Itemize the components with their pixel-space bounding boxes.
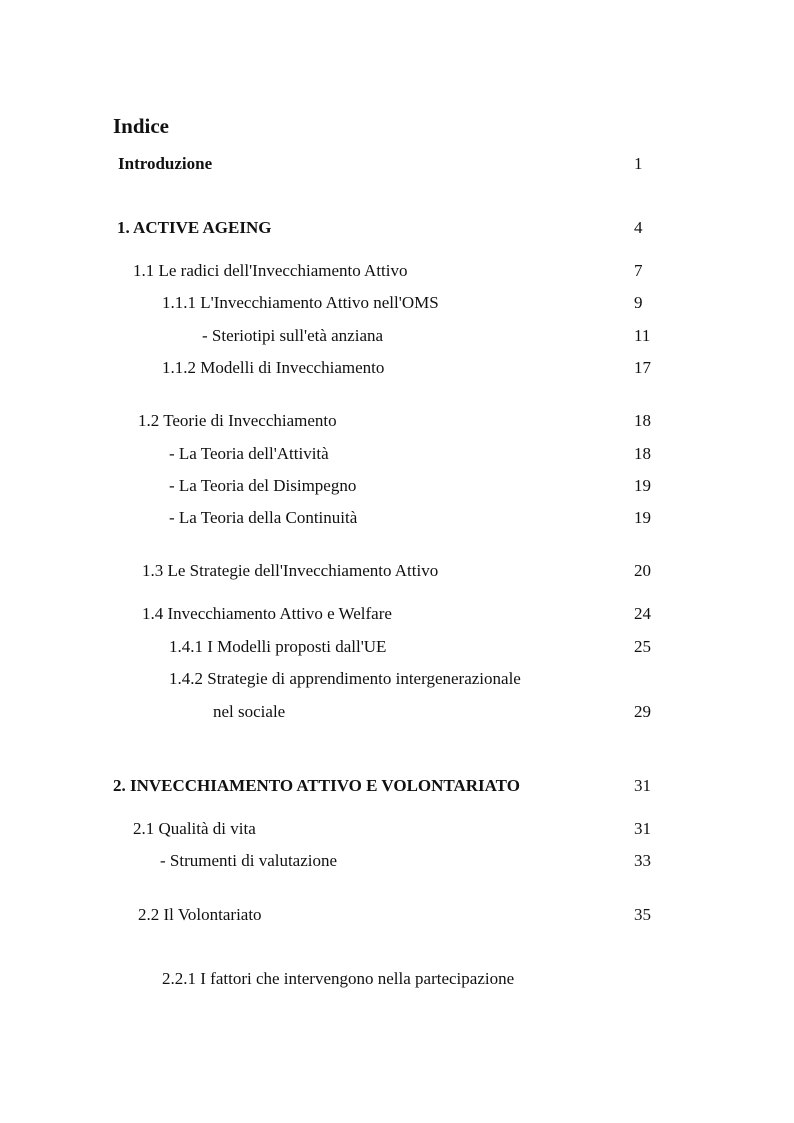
toc-entry-1-2 [0, 409, 794, 433]
toc-entry-label: 1.2 Teorie di Invecchiamento [138, 411, 337, 430]
toc-entry-page: 24 [634, 604, 651, 623]
toc-entry-label: 2. INVECCHIAMENTO ATTIVO E VOLONTARIATO [113, 776, 520, 795]
toc-entry-strumenti [0, 849, 794, 873]
toc-entry-1-4-2 [0, 667, 794, 691]
toc-entry-label: 1.1.2 Modelli di Invecchiamento [162, 358, 385, 377]
toc-entry-page: 9 [634, 293, 643, 312]
toc-entry-label: 1.4 Invecchiamento Attivo e Welfare [142, 604, 392, 623]
toc-entry-introduzione [0, 152, 794, 176]
toc-entry-label: 2.2 Il Volontariato [138, 905, 262, 924]
toc-entry-page: 29 [634, 702, 651, 721]
toc-entry-label: nel sociale [213, 702, 286, 721]
toc-entry-label: - La Teoria del Disimpegno [169, 476, 357, 495]
toc-entry-label: 1.1 Le radici dell'Invecchiamento Attivo [133, 261, 408, 280]
page-title: Indice [113, 114, 170, 138]
toc-entry-label: 1. ACTIVE AGEING [117, 218, 272, 237]
toc-entry-label: - La Teoria della Continuità [169, 508, 358, 527]
toc-entry-page: 33 [634, 851, 651, 870]
toc-entry-label: 2.1 Qualità di vita [133, 819, 256, 838]
toc-entry-page: 1 [634, 154, 643, 173]
toc-entry-2-2-1 [0, 967, 794, 991]
toc-entry-label: 1.1.1 L'Invecchiamento Attivo nell'OMS [162, 293, 439, 312]
toc-entry-page: 19 [634, 476, 651, 495]
toc-entry-label: - Strumenti di valutazione [160, 851, 338, 870]
toc-entry-page: 25 [634, 637, 651, 656]
toc-entry-label: Introduzione [118, 154, 213, 173]
toc-entry-page: 31 [634, 819, 651, 838]
toc-entry-label: 1.4.1 I Modelli proposti dall'UE [169, 637, 387, 656]
toc-entry-teoria-attivita [0, 442, 794, 466]
toc-entry-label: 1.4.2 Strategie di apprendimento intergenerazionale [169, 669, 521, 688]
toc-entry-1-4-2-continued [0, 700, 794, 724]
toc-entry-page: 18 [634, 411, 651, 430]
toc-entry-stereotipi [0, 324, 794, 348]
toc-entry-page: 19 [634, 508, 651, 527]
toc-entry-label: 1.3 Le Strategie dell'Invecchiamento Attivo [142, 561, 439, 580]
toc-entry-label: - La Teoria dell'Attività [169, 444, 329, 463]
toc-entry-page: 18 [634, 444, 651, 463]
toc-entry-page: 35 [634, 905, 651, 924]
toc-entry-2-2 [0, 903, 794, 927]
toc-entry-page: 20 [634, 561, 651, 580]
toc-entry-1-1-1 [0, 291, 794, 315]
toc-entry-2-1 [0, 817, 794, 841]
toc-entry-1-3 [0, 559, 794, 583]
toc-entry-1-4-1 [0, 635, 794, 659]
toc-entry-page: 4 [634, 218, 643, 237]
toc-entry-page: 17 [634, 358, 651, 377]
toc-entry-1-4 [0, 602, 794, 626]
toc-entry-chapter-2 [0, 774, 794, 798]
toc-entry-page: 11 [634, 326, 651, 345]
toc-entry-teoria-continuita [0, 506, 794, 530]
toc-entry-label: 2.2.1 I fattori che intervengono nella partecipazione [162, 969, 515, 988]
toc-entry-teoria-disimpegno [0, 474, 794, 498]
toc-entry-1-1 [0, 259, 794, 283]
toc-entry-page: 31 [634, 776, 651, 795]
toc-entry-page: 7 [634, 261, 643, 280]
toc-entry-label: - Steriotipi sull'età anziana [202, 326, 384, 345]
toc-entry-1-1-2 [0, 356, 794, 380]
toc-entry-chapter-1 [0, 216, 794, 240]
